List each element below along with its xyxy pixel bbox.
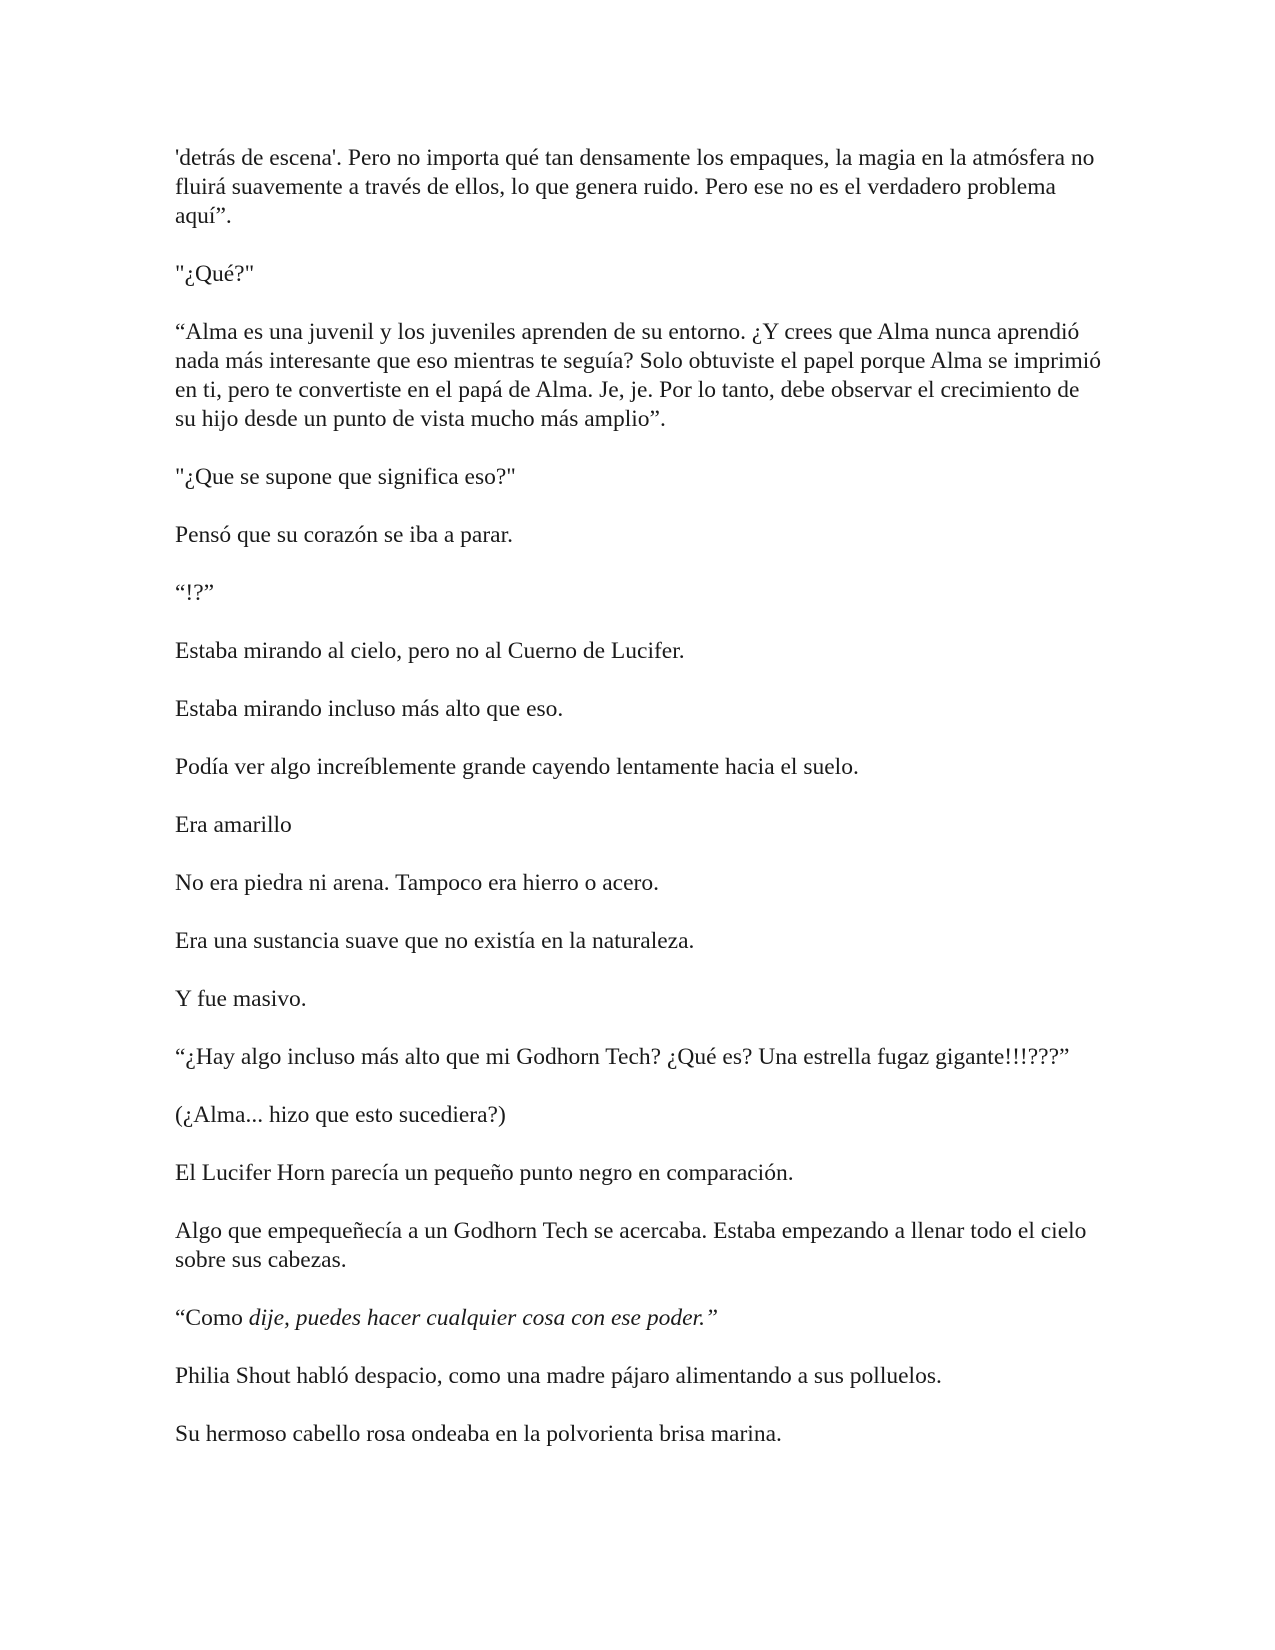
paragraph: (¿Alma... hizo que esto sucediera?) xyxy=(175,1102,506,1128)
quote-paragraph xyxy=(175,1304,1105,1333)
paragraph: Estaba mirando incluso más alto que eso. xyxy=(175,696,564,722)
paragraph: "¿Qué?" xyxy=(175,261,255,287)
paragraph: Era amarillo xyxy=(175,812,292,838)
paragraph: Y fue masivo. xyxy=(175,986,307,1012)
paragraph: El Lucifer Horn parecía un pequeño punto negro en comparación. xyxy=(175,1160,794,1186)
paragraph: Philia Shout habló despacio, como una madre pájaro alimentando a sus polluelos. xyxy=(175,1363,942,1389)
document-body xyxy=(175,144,1105,1478)
paragraph: "¿Que se supone que significa eso?" xyxy=(175,464,516,490)
quote-roman-text: “Como xyxy=(175,1305,249,1331)
paragraph: No era piedra ni arena. Tampoco era hierro o acero. xyxy=(175,870,659,896)
paragraph: “!?” xyxy=(175,580,215,606)
quote-italic-text: dije, puedes hacer cualquier cosa con ese poder.” xyxy=(248,1305,719,1331)
paragraph: Su hermoso cabello rosa ondeaba en la polvorienta brisa marina. xyxy=(175,1421,782,1447)
paragraph: Algo que empequeñecía a un Godhorn Tech se acercaba. Estaba empezando a llenar todo el cielo sobre sus cabezas. xyxy=(175,1218,1087,1273)
paragraph: Podía ver algo increíblemente grande cayendo lentamente hacia el suelo. xyxy=(175,754,859,780)
paragraph: “¿Hay algo incluso más alto que mi Godhorn Tech? ¿Qué es? Una estrella fugaz gigante!!!???” xyxy=(175,1044,1070,1070)
paragraph: Pensó que su corazón se iba a parar. xyxy=(175,522,514,548)
paragraph: Estaba mirando al cielo, pero no al Cuerno de Lucifer. xyxy=(175,638,685,664)
paragraph: 'detrás de escena'. Pero no importa qué tan densamente los empaques, la magia en la atmósfera no fluirá suavemente a través de ellos, lo que genera ruido. Pero ese no es el verdadero problema aquí”. xyxy=(175,145,1095,229)
paragraph: Era una sustancia suave que no existía en la naturaleza. xyxy=(175,928,695,954)
paragraph: “Alma es una juvenil y los juveniles aprenden de su entorno. ¿Y crees que Alma nunca aprendió nada más interesante que eso mientras te seguía? Solo obtuviste el papel porque Alma se imprimió en ti, pero te convertiste en el papá de Alma. Je, je. Por lo tanto, debe observar el crecimiento de su hijo desde un punto de vista mucho más amplio”. xyxy=(175,319,1102,432)
